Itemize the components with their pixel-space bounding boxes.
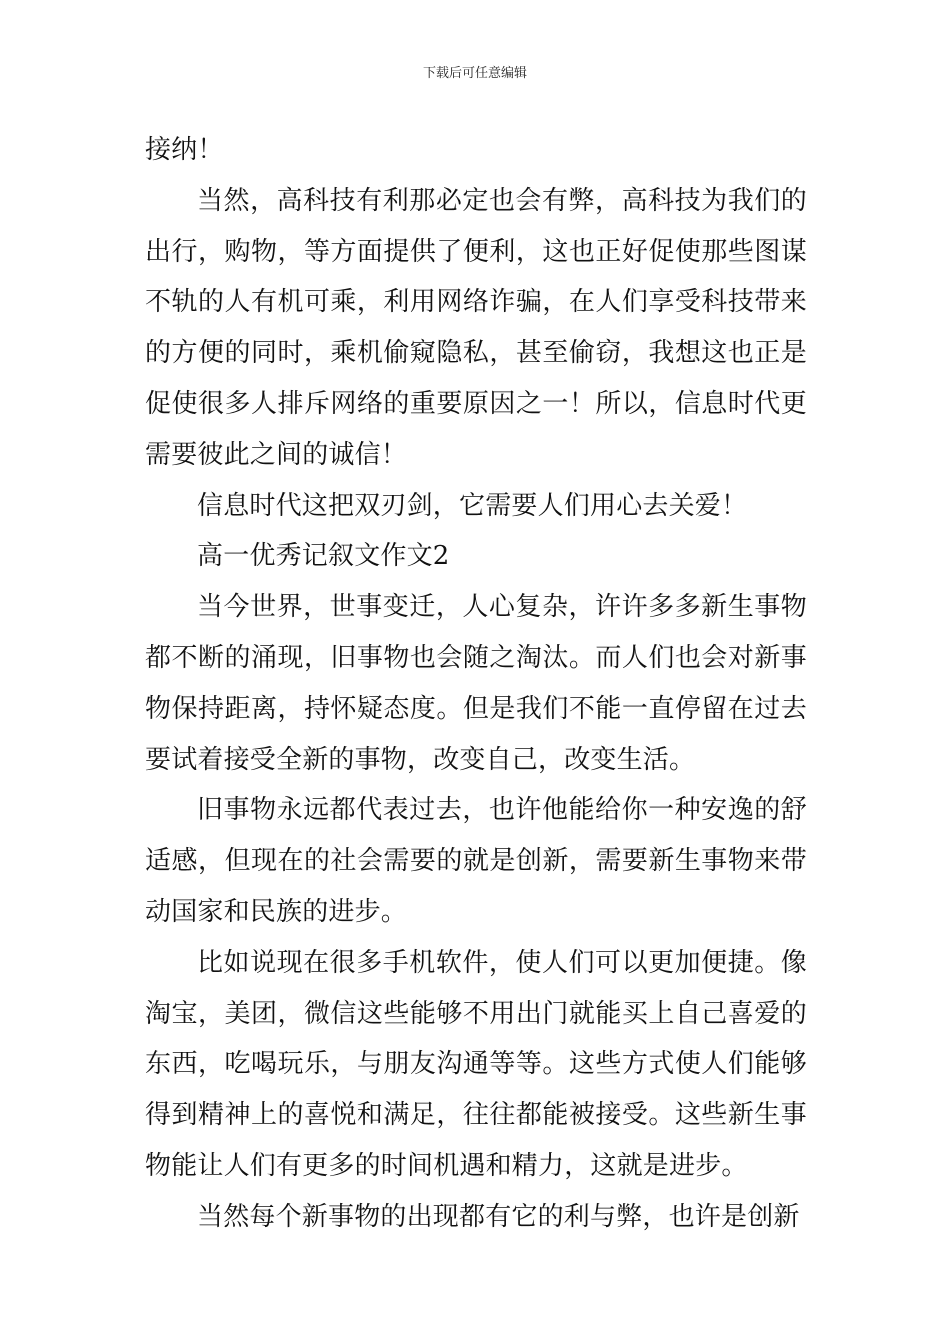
paragraph-5: 旧事物永远都代表过去，也许他能给你一种安逸的舒适感，但现在的社会需要的就是创新，需要新生事物来带动国家和民族的进步。 (145, 795, 807, 927)
page-header-note: 下载后可任意编辑 (422, 66, 527, 81)
essay-title: 高一优秀记叙文作文2 (197, 541, 450, 572)
paragraph-6: 比如说现在很多手机软件，使人们可以更加便捷。像淘宝，美团，微信这些能够不用出门就能买上自己喜爱的东西，吃喝玩乐，与朋友沟通等等。这些方式使人们能够得到精神上的喜悦和满足，往往都能被接受。这些新生事物能让人们有更多的时间机遇和精力，这就是进步。 (145, 947, 807, 1181)
paragraph-7: 当然每个新事物的出现都有它的利与弊，也许是创新 (197, 1201, 800, 1232)
paragraph-4: 当今世界，世事变迁，人心复杂，许许多多新生事物都不断的涌现，旧事物也会随之淘汰。而人们也会对新事物保持距离，持怀疑态度。但是我们不能一直停留在过去要试着接受全新的事物，改变自己，改变生活。 (145, 592, 807, 775)
paragraph-2: 当然，高科技有利那必定也会有弊，高科技为我们的出行，购物，等方面提供了便利，这也正好促使那些图谋不轨的人有机可乘，利用网络诈骗，在人们享受科技带来的方便的同时，乘机偷窥隐私，甚至偷窃，我想这也正是促使很多人排斥网络的重要原因之一！所以，信息时代更需要彼此之间的诚信！ (145, 185, 807, 470)
paragraph-3: 信息时代这把双刃剑，它需要人们用心去关爱！ (197, 490, 748, 521)
document-body (145, 125, 807, 1243)
paragraph-1: 接纳！ (145, 135, 224, 165)
